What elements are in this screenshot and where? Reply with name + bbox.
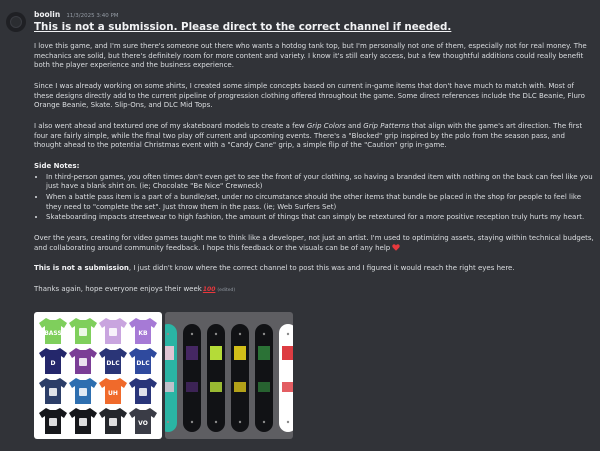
- skateboard-deck: [183, 324, 201, 432]
- avatar[interactable]: [6, 12, 26, 32]
- heart-icon: [392, 244, 400, 251]
- shirt-mockup: [129, 408, 157, 434]
- shirts-grid: [34, 312, 162, 439]
- timestamp[interactable]: 11/3/2025 3:40 PM: [66, 13, 119, 19]
- shirt-mockup: [129, 348, 157, 374]
- hundred-points-icon: 100: [202, 285, 216, 293]
- disclaimer-bold: This is not a submission: [34, 264, 129, 273]
- shirt-graphic-text: D: [50, 360, 56, 367]
- skateboard-deck: [279, 324, 293, 432]
- shirt-mockup: [129, 318, 157, 344]
- skateboard-deck: [207, 324, 225, 432]
- attachment-skateboards-image[interactable]: [165, 312, 293, 439]
- shirt-graphic-text: DLC: [136, 360, 150, 367]
- side-note: • Skateboarding impacts streetwear to high fashion, the amount of things that can simply be retextured for a more positive reception truly hurts my heart.: [46, 213, 594, 223]
- side-notes-list: [34, 173, 594, 223]
- shirt-mockup: [69, 348, 97, 374]
- grip-colors-text: Grip Colors: [306, 121, 346, 130]
- shirt-graphic-text: KB: [138, 330, 148, 337]
- shirt-graphic-text: DLC: [106, 360, 120, 367]
- side-note: • In third-person games, you often times don't even get to see the front of your clothing, so having a branded item with nothing on the back can feel like you just have a blank shirt on. (ie; Chocolate "Be Nice" Crewneck): [46, 173, 594, 192]
- shirt-mockup: [39, 408, 67, 434]
- paragraph-skateboards: I also went ahead and textured one of my skateboard models to create a few Grip Colors and Grip Patterns that align with the game's art direction. The first four are fairly simple, while the final two play off current and upcoming events. There's a "Blocked" grip inspired by the polo from the season pass, and thought ahead to the potential Christmas event with a "Candy Cane" grip, a simple flip of the "Caution" grip in-game.: [34, 121, 583, 150]
- grip-patterns-text: Grip Patterns: [363, 121, 410, 130]
- skateboard-deck: [231, 324, 249, 432]
- shirt-mockup: [99, 318, 127, 344]
- paragraph-shirts: Since I was already working on some shirts, I created some simple concepts based on current in-game items that don't have much to match with. Most of these designs directly add to the current pipeline of progression clothing offered throughout the game. Some direct references include the DLC Beanie, Fluro Orange Beanie, Skate. Slip-Ons, and DLC Mid Tops.: [34, 81, 585, 110]
- message-title: This is not a submission. Please direct to the correct channel if needed.: [34, 21, 452, 33]
- shirt-mockup: [39, 318, 67, 344]
- skateboard-deck: [255, 324, 273, 432]
- shirt-mockup: [39, 378, 67, 404]
- attachment-shirts-image[interactable]: [34, 312, 162, 439]
- shirt-mockup: [69, 318, 97, 344]
- shirt-mockup: [129, 378, 157, 404]
- shirt-mockup: [69, 408, 97, 434]
- shirt-mockup: [99, 378, 127, 404]
- shirt-mockup: [99, 348, 127, 374]
- side-note: • When a battle pass item is a part of a bundle/set, under no circumstance should the other items that bundle be placed in the shop for people to feel like they need to "complete the set". Just throw them in the pass. (ie; Web Surfers Set): [46, 193, 594, 212]
- shirt-mockup: [39, 348, 67, 374]
- message-body: [34, 42, 594, 305]
- shirt-mockup: [69, 378, 97, 404]
- edited-label: (edited): [217, 287, 236, 293]
- shirt-graphic-text: UH: [108, 390, 118, 397]
- paragraph-intro: I love this game, and I'm sure there's someone out there who wants a hotdog tank top, but I'm personally not one of them, especially not for real money. The mechanics are solid, but there's definitely room for more content and variety. I know it's still early access, but a few thoughtful additions could really benefit both the player experience and the business experience.: [34, 42, 587, 70]
- shirt-graphic-text: BASS: [44, 330, 62, 337]
- paragraph-disclaimer: This is not a submission, I just didn't know where the correct channel to post this was and I figured it would reach the right eyes here.: [34, 264, 515, 273]
- shirt-mockup: [99, 408, 127, 434]
- paragraph-developer: Over the years, creating for video games taught me to think like a developer, not just an artist. I'm used to optimizing assets, staying within technical budgets, and collaborating around community feedback. I hope this feedback or the visuals can be of any help: [34, 233, 594, 252]
- skateboard-deck: [165, 324, 177, 432]
- username[interactable]: boolin: [34, 10, 61, 19]
- skateboard-decks: [165, 312, 293, 439]
- side-notes-heading: Side Notes:: [34, 161, 80, 170]
- paragraph-thanks: Thanks again, hope everyone enjoys their week100 (edited): [34, 284, 236, 293]
- shirt-graphic-text: VO: [138, 420, 148, 427]
